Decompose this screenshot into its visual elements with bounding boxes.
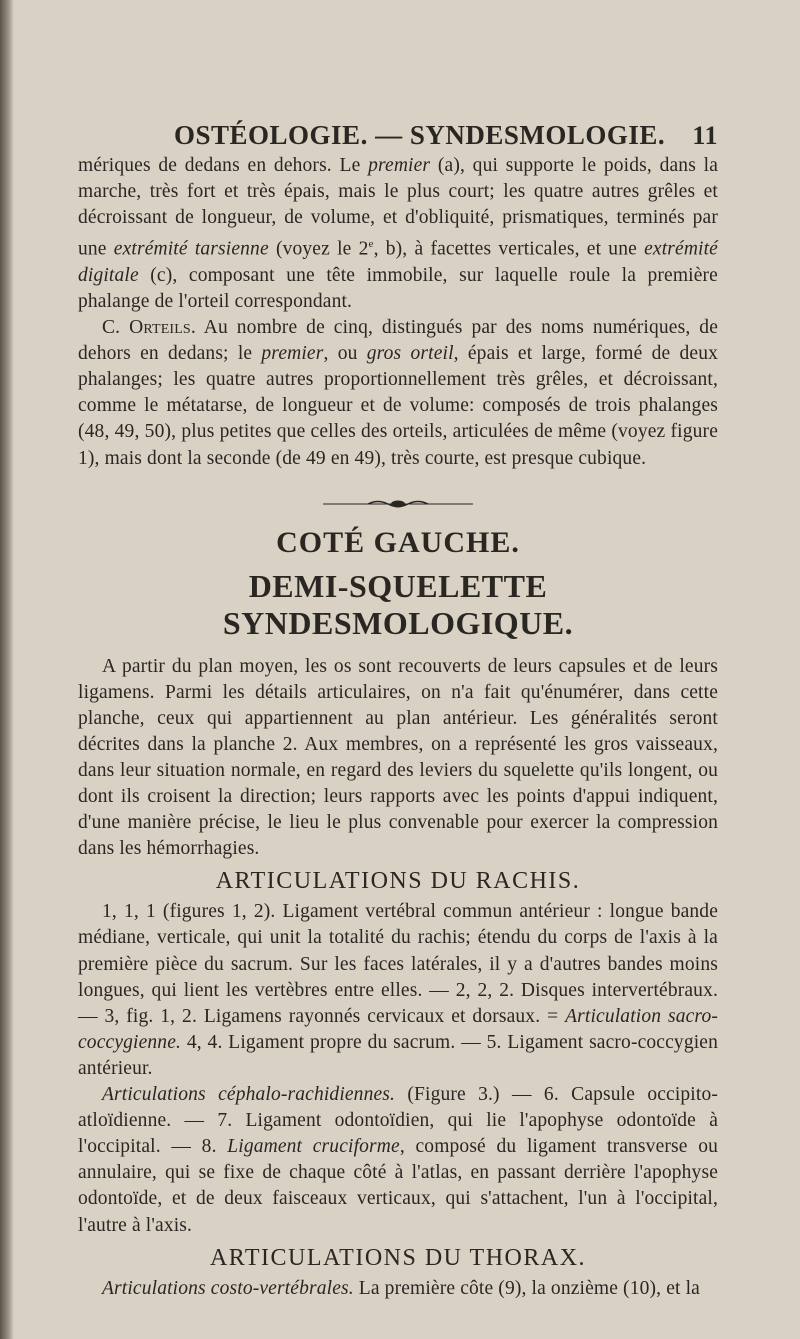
paragraph-orteils: C. Orteils. Au nombre de cinq, distingués par des noms numériques, de dehors en dedans; le premier, ou gros orteil, épais et large, formé de deux phalanges; les quatre autres proportionnellement très grêles, et décroissant, comme le métatarse, de longueur et de volume: composés de trois phalanges (48, 49, 50), plus petites que celles des orteils, articulées de même (voyez figure 1), mais dont la seconde (de 49 en 49), très courte, est presque cubique. — [78, 317, 719, 469]
paragraph-intro: A partir du plan moyen, les os sont recouverts de leurs capsules et de leurs ligamens. Parmi les détails articulaires, on n'a fait qu'énumérer, dans cette planche, ceux qui appartiennent au plan antérieur. Les généralités seront décrites dans la planche 2. Aux membres, on a représenté les gros vaisseaux, dans leur situation normale, en regard des leviers du squelette qu'ils longent, ou dont ils croisent la direction; leurs rapports avec les points d'appui indiquent, d'une manière précise, le lieu le plus convenable pour exercer la compression dans les hémorrhagies. — [78, 655, 718, 860]
paragraph-cephalo-rachidiennes: Articulations céphalo-rachidiennes. (Figure 3.) — 6. Capsule occipito-atloïdienne. — 7. Ligament odontoïdien, qui lie l'apophyse odontoïde à l'occipital. — 8. Ligament cruciforme, composé du ligament transverse ou annulaire, qui se fixe de chaque côté à l'atlas, en passant derrière l'apophyse odontoïde, et de deux faisceaux verticaux, qui s'attachent, l'un à l'occipital, l'autre à l'axis. — [78, 1084, 718, 1236]
ornament-divider — [78, 496, 718, 506]
page-number: 11 — [692, 121, 718, 150]
section-subtitle: DEMI-SQUELETTE SYNDESMOLOGIQUE. — [222, 567, 574, 641]
orteils-label: C. Orteils. — [102, 317, 196, 339]
section-title: COTÉ GAUCHE. — [276, 525, 520, 559]
book-page — [78, 120, 718, 1302]
paragraph-thorax: Articulations costo-vertébrales. La première côte (9), la onzième (10), et la — [102, 1277, 700, 1299]
book-binding-edge — [0, 0, 14, 1339]
running-head — [174, 120, 718, 151]
paragraph-rachis: 1, 1, 1 (figures 1, 2). Ligament vertébral commun antérieur : longue bande médiane, verticale, qui unit la totalité du rachis; étendu du corps de l'axis à la première pièce du sacrum. Sur les faces latérales, il y a d'autres bandes moins longues, qui lient les vertèbres entre elles. — 2, 2, 2. Disques intervertébraux. — 3, fig. 1, 2. Ligamens rayonnés cervicaux et dorsaux. = Articulation sacro-coccygienne. 4, 4. Ligament propre du sacrum. — 5. Ligament sacro-coccygien antérieur. — [78, 901, 718, 1079]
paragraph-metatarse: mériques de dedans en dehors. Le premier (a), qui supporte le poids, dans la marche, très fort et très épais, mais le plus court; les quatre autres grêles et décroissant de longueur, de volume, et d'obliquité, prismatiques, terminés par une extrémité tarsienne (voyez le 2e, b), à facettes verticales, et une extrémité digitale (c), composant une tête immobile, sur laquelle roule la première phalange de l'orteil correspondant. — [78, 155, 718, 312]
heading-thorax: ARTICULATIONS DU THORAX. — [209, 1244, 587, 1271]
running-title: OSTÉOLOGIE. — SYNDESMOLOGIE. — [174, 120, 666, 150]
heading-rachis: ARTICULATIONS DU RACHIS. — [215, 868, 581, 895]
